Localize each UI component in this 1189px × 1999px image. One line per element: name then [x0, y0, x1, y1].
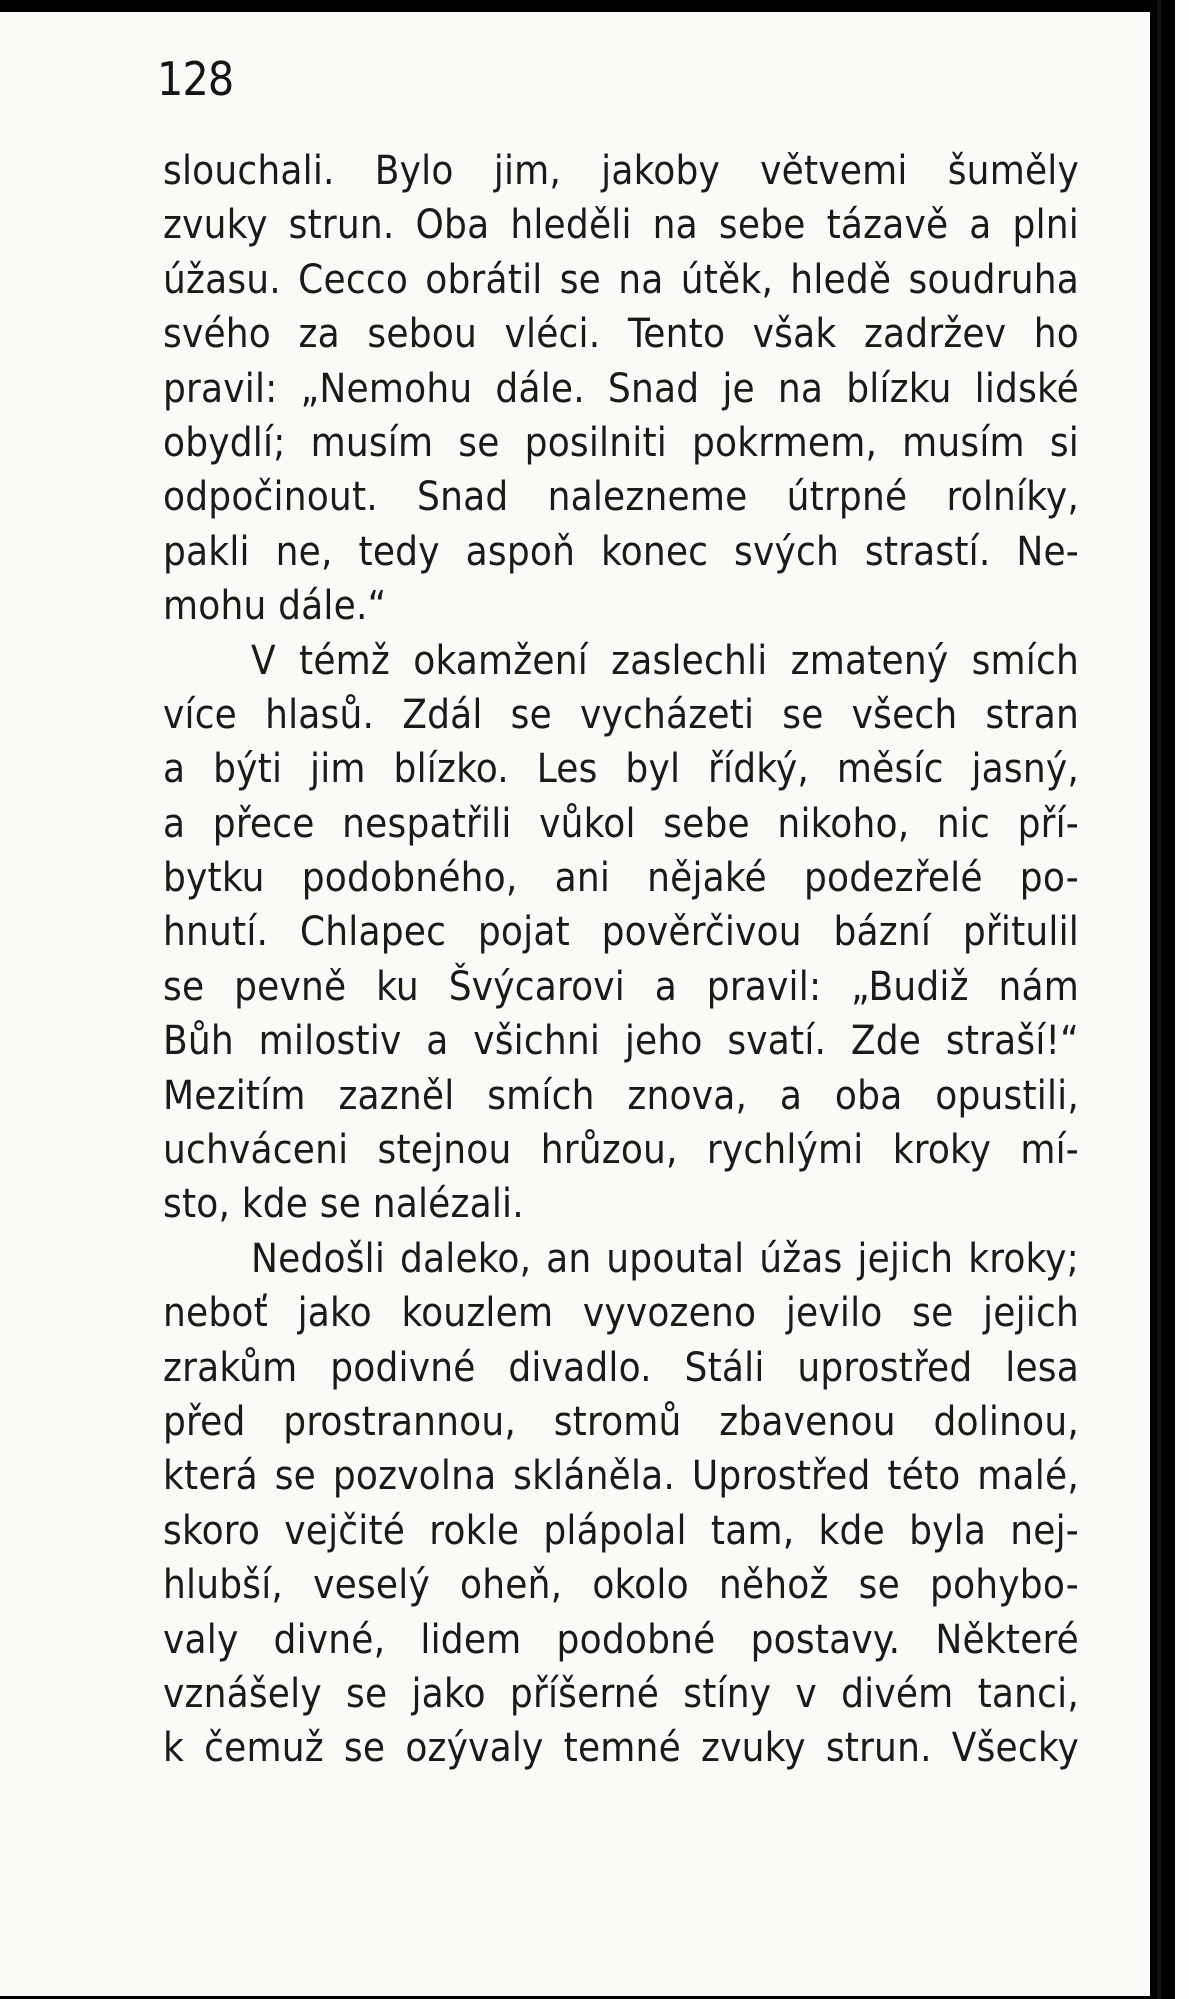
text-line: pakli ne, tedy aspoň konec svých strastí. Ne-	[163, 528, 1079, 575]
text-line: mohu dále.“	[163, 583, 387, 630]
text-line: se pevně ku Švýcarovi a pravil: „Budiž nám	[163, 963, 1079, 1010]
text-line: více hlasů. Zdál se vycházeti se všech stran	[163, 691, 1079, 738]
text-line: úžasu. Cecco obrátil se na útěk, hledě soudruha	[163, 256, 1079, 303]
text-line: slouchali. Bylo jim, jakoby větvemi šuměly	[163, 148, 1079, 194]
text-line: skoro vejčité rokle plápolal tam, kde byla nej-	[163, 1507, 1079, 1554]
text-line: hlubší, veselý oheň, okolo něhož se pohybo-	[163, 1562, 1079, 1609]
page-edge-shadow	[1157, 0, 1161, 1999]
text-line: před prostrannou, stromů zbavenou dolinou,	[163, 1398, 1079, 1445]
text-line: valy divné, lidem podobné postavy. Některé	[163, 1616, 1079, 1663]
text-line: zrakům podivné divadlo. Stáli uprostřed lesa	[163, 1344, 1079, 1391]
page-number: 128	[157, 52, 234, 106]
text-line: svého za sebou vléci. Tento však zadržev ho	[163, 311, 1079, 358]
text-line: hnutí. Chlapec pojat pověrčivou bázní přitulil	[163, 909, 1079, 956]
book-page	[0, 12, 1150, 1996]
text-line: V témž okamžení zaslechli zmatený smích	[251, 637, 1079, 684]
text-line: která se pozvolna skláněla. Uprostřed této malé,	[163, 1453, 1079, 1500]
text-line: uchváceni stejnou hrůzou, rychlými kroky mí-	[163, 1127, 1079, 1174]
text-line: bytku podobného, ani nějaké podezřelé po-	[163, 855, 1079, 902]
text-line: sto, kde se nalézali.	[163, 1181, 524, 1228]
text-line: Mezitím zazněl smích znova, a oba opustili,	[163, 1072, 1079, 1119]
text-line: Bůh milostiv a všichni jeho svatí. Zde straší!“	[163, 1018, 1079, 1065]
text-line: obydlí; musím se posilniti pokrmem, musím si	[163, 419, 1079, 466]
text-line: Nedošli daleko, an upoutal úžas jejich kroky;	[251, 1235, 1079, 1282]
text-line: a býti jim blízko. Les byl řídký, měsíc jasný,	[163, 746, 1079, 793]
text-line: neboť jako kouzlem vyvozeno jevilo se jejich	[163, 1290, 1079, 1337]
text-line: a přece nespatřili vůkol sebe nikoho, nic pří-	[163, 800, 1079, 847]
text-line: pravil: „Nemohu dále. Snad je na blízku lidské	[163, 365, 1079, 412]
text-line: odpočinout. Snad nalezneme útrpné rolníky,	[163, 474, 1079, 521]
text-line: k čemuž se ozývaly temné zvuky strun. Všecky	[163, 1725, 1079, 1772]
body-text	[163, 144, 1079, 1776]
scan-border	[1175, 0, 1189, 1999]
text-line: vznášely se jako příšerné stíny v divém tanci,	[163, 1670, 1079, 1717]
text-line: zvuky strun. Oba hleděli na sebe tázavě a plni	[163, 202, 1079, 249]
